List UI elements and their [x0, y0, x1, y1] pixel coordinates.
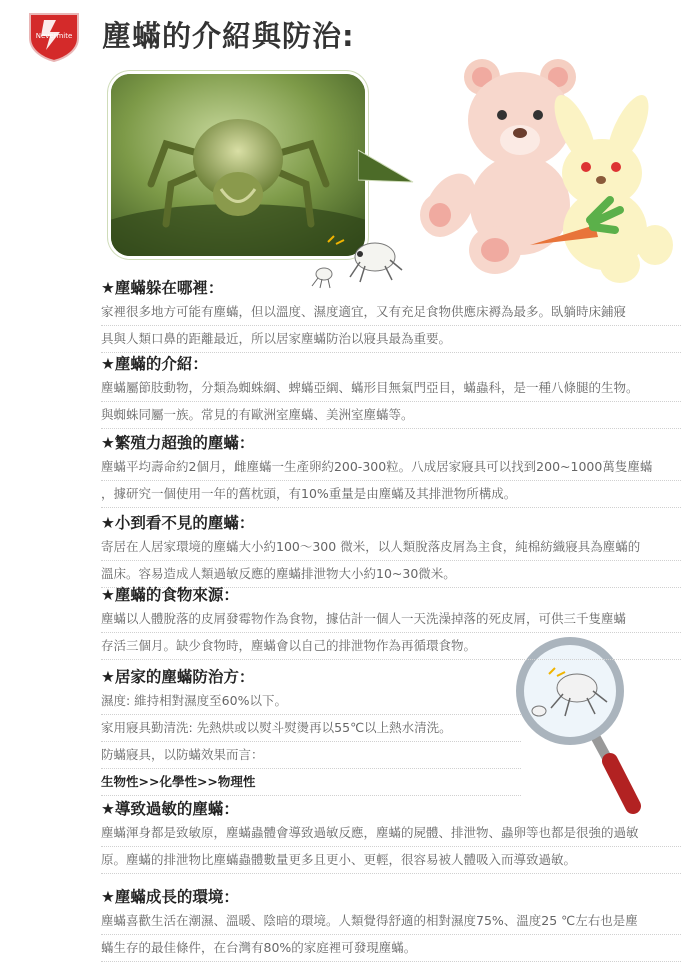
section-heading: ★塵蟎的食物來源：: [101, 586, 239, 604]
section-text: 塵蟎以人體脫落的皮屑發霉物作為食物，據估計一個人一天洗澡掉落的死皮屑，可供三千隻塵蟎: [101, 606, 681, 633]
logo-text: Nevermite: [35, 32, 73, 40]
section-heading: ★繁殖力超強的塵蟎：: [101, 434, 255, 452]
section-heading: ★塵蟎成長的環境：: [101, 888, 239, 906]
page-title: 塵蟎的介紹與防治:: [102, 19, 355, 53]
section-text: 塵蟎喜歡生活在潮濕、溫暖、陰暗的環境。人類覺得舒適的相對濕度75%、溫度25 ℃左右也是塵: [101, 908, 681, 935]
shield-logo-icon: [26, 10, 82, 62]
section-text: 存活三個月。缺少食物時，塵蟎會以自己的排泄物作為再循環食物。: [101, 633, 681, 660]
dust-mite-photo: [108, 71, 368, 259]
section-text: 濕度: 維持相對濕度至60%以下。: [101, 688, 521, 715]
section-text: 具與人類口鼻的距離最近，所以居家塵蟎防治以寢具最為重要。: [101, 326, 681, 353]
brand-logo: [26, 10, 82, 62]
section-food-source: [101, 584, 681, 660]
section-invisible-size: [101, 512, 681, 588]
section-text: 家用寢具勤清洗: 先熱烘或以熨斗熨燙再以55℃以上熱水清洗。: [101, 715, 521, 742]
section-environment: [101, 886, 681, 962]
section-text: 與蜘蛛同屬一族。常見的有歐洲室塵蟎、美洲室塵蟎等。: [101, 402, 681, 429]
section-heading: ★塵蟎的介紹：: [101, 355, 208, 373]
section-reproduction: [101, 432, 681, 508]
section-text: 塵蟎平均壽命約2個月，雌塵蟎一生產卵約200-300粒。八成居家寢具可以找到200~1000萬隻塵蟎: [101, 454, 681, 481]
section-text: ，據研究一個使用一年的舊枕頭，有10%重量是由塵蟎及其排泄物所構成。: [101, 481, 681, 508]
teddy-bear-bunny-illustration: [410, 55, 690, 285]
section-text: 原。塵蟎的排泄物比塵蟎蟲體數量更多且更小、更輕，很容易被人體吸入而導致過敏。: [101, 847, 681, 874]
section-mite-intro: [101, 353, 681, 429]
section-heading: ★居家的塵蟎防治方：: [101, 668, 255, 686]
section-heading: ★小到看不見的塵蟎：: [101, 514, 255, 532]
section-text: 家裡很多地方可能有塵蟎，但以溫度、濕度適宜，又有充足食物供應床褥為最多。臥躺時床鋪寢: [101, 299, 681, 326]
section-text: 塵蟎屬節肢動物，分類為蜘蛛綱、蜱蟎亞綱、蟎形目無氣門亞目，蟎蟲科，是一種八條腿的生物。: [101, 375, 681, 402]
bunny-icon: [546, 90, 673, 283]
section-allergy: [101, 798, 681, 874]
section-prevention: [101, 666, 521, 796]
section-text: 生物性>>化學性>>物理性: [101, 769, 521, 796]
speech-bubble-tail: [358, 140, 418, 200]
section-heading: ★導致過敏的塵蟎：: [101, 800, 239, 818]
section-text: 蟎生存的最佳條件，在台灣有80%的家庭裡可發現塵蟎。: [101, 935, 681, 962]
section-text: 寄居在人居家環境的塵蟎大小約100～300 微米，以人類脫落皮屑為主食，純棉紡織寢具為塵蟎的: [101, 534, 681, 561]
section-heading: ★塵蟎躲在哪裡：: [101, 279, 224, 297]
section-text: 溫床。容易造成人類過敏反應的塵蟎排泄物大小約10~30微米。: [101, 561, 681, 588]
section-text: 塵蟎渾身都是致敏原，塵蟎蟲體會導致過敏反應，塵蟎的屍體、排泄物、蟲卵等也都是很強的過敏: [101, 820, 681, 847]
section-text: 防蟎寢具，以防蟎效果而言：: [101, 742, 521, 769]
section-where-mites-hide: [101, 277, 681, 353]
